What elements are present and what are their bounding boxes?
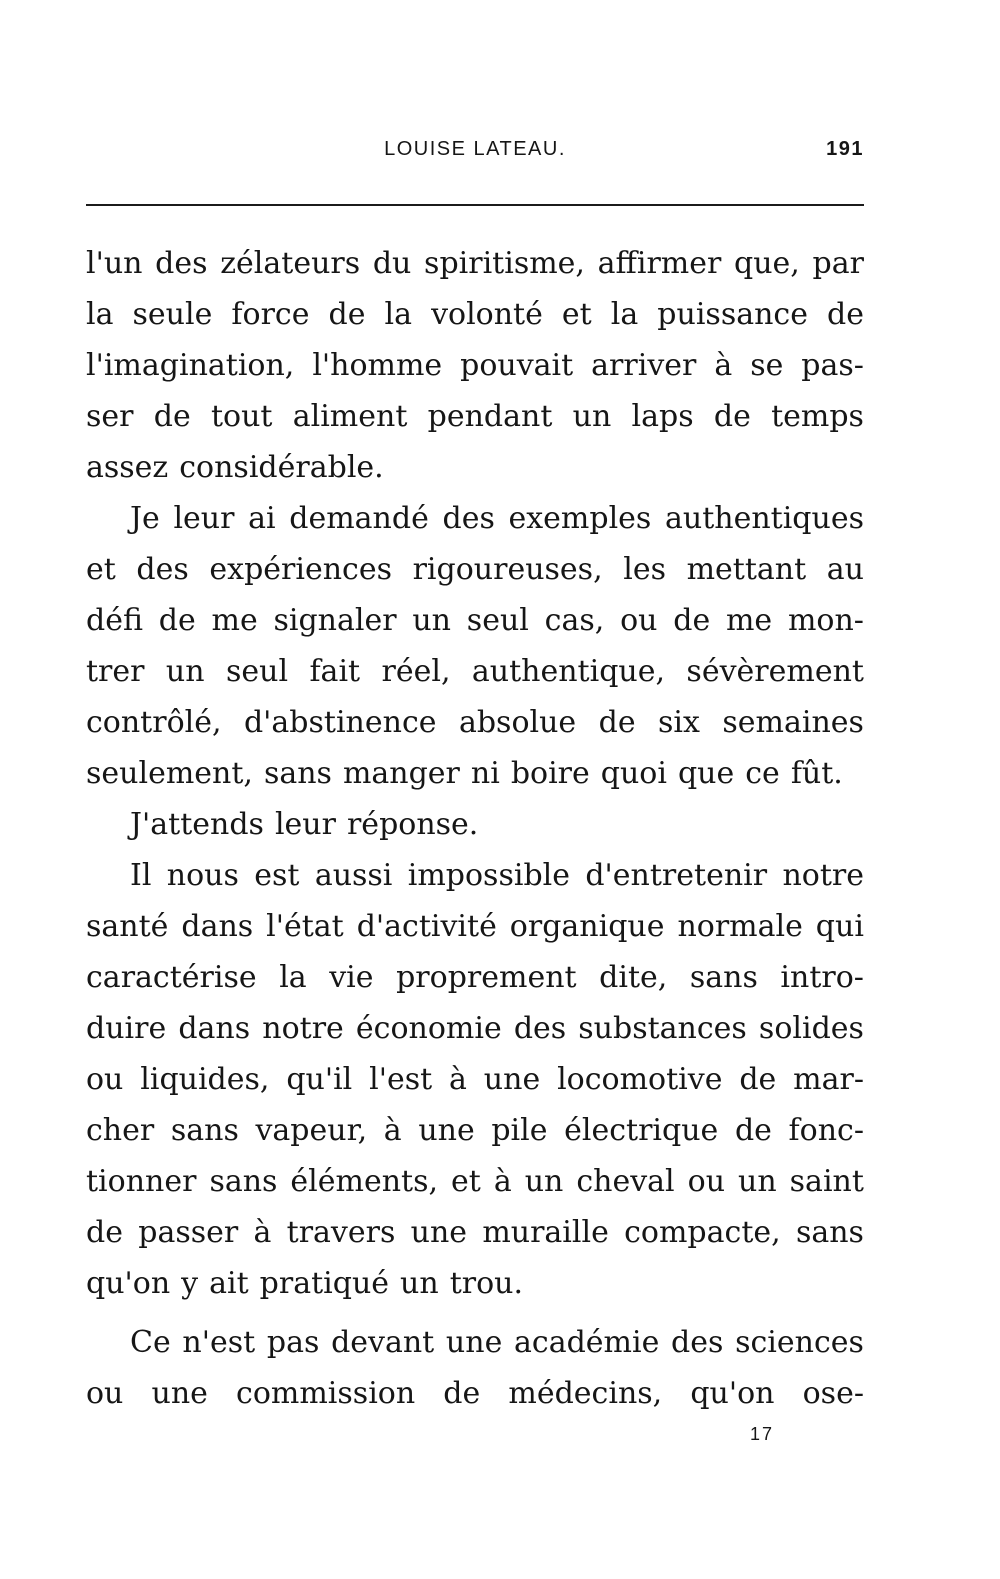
text-line: défi de me signaler un seul cas, ou de me mon- [86, 603, 864, 638]
text-line: Ce n'est pas devant une académie des sciences [130, 1325, 864, 1360]
text-line: assez considérable. [86, 450, 384, 485]
running-title: LOUISE LATEAU. [384, 138, 566, 160]
text-line: la seule force de la volonté et la puissance de [86, 297, 864, 332]
text-line: Il nous est aussi impossible d'entretenir notre [130, 858, 864, 893]
paragraph [86, 799, 864, 850]
text-line: et des expériences rigoureuses, les mettant au [86, 552, 864, 587]
paragraph [86, 493, 864, 799]
text-line: contrôlé, d'abstinence absolue de six semaines [86, 705, 864, 740]
text-line: ou liquides, qu'il l'est à une locomotive de mar- [86, 1062, 864, 1097]
paragraph [86, 850, 864, 1309]
text-line: seulement, sans manger ni boire quoi que ce fût. [86, 756, 843, 791]
text-line: J'attends leur réponse. [130, 807, 479, 842]
text-line: de passer à travers une muraille compacte, sans [86, 1215, 864, 1250]
text-line: cher sans vapeur, à une pile électrique de fonc- [86, 1113, 864, 1148]
body-text [86, 238, 864, 1419]
page-number: 191 [826, 138, 864, 160]
header-rule [86, 204, 864, 206]
text-line: ou une commission de médecins, qu'on ose- [86, 1376, 864, 1411]
text-line: duire dans notre économie des substances solides [86, 1011, 864, 1046]
running-head [86, 138, 864, 168]
text-line: l'un des zélateurs du spiritisme, affirmer que, par [86, 246, 864, 281]
text-line: Je leur ai demandé des exemples authentiques [130, 501, 864, 536]
paragraph [86, 1317, 864, 1419]
text-line: ser de tout aliment pendant un laps de temps [86, 399, 864, 434]
text-line: qu'on y ait pratiqué un trou. [86, 1266, 524, 1301]
signature-mark: 17 [750, 1424, 775, 1444]
text-line: l'imagination, l'homme pouvait arriver à se pas- [86, 348, 864, 383]
text-line: santé dans l'état d'activité organique normale qui [86, 909, 864, 944]
text-line: trer un seul fait réel, authentique, sévèrement [86, 654, 864, 689]
text-line: caractérise la vie proprement dite, sans intro- [86, 960, 864, 995]
paragraph [86, 238, 864, 493]
text-line: tionner sans éléments, et à un cheval ou un saint [86, 1164, 864, 1199]
paragraph-gap [86, 1309, 864, 1317]
